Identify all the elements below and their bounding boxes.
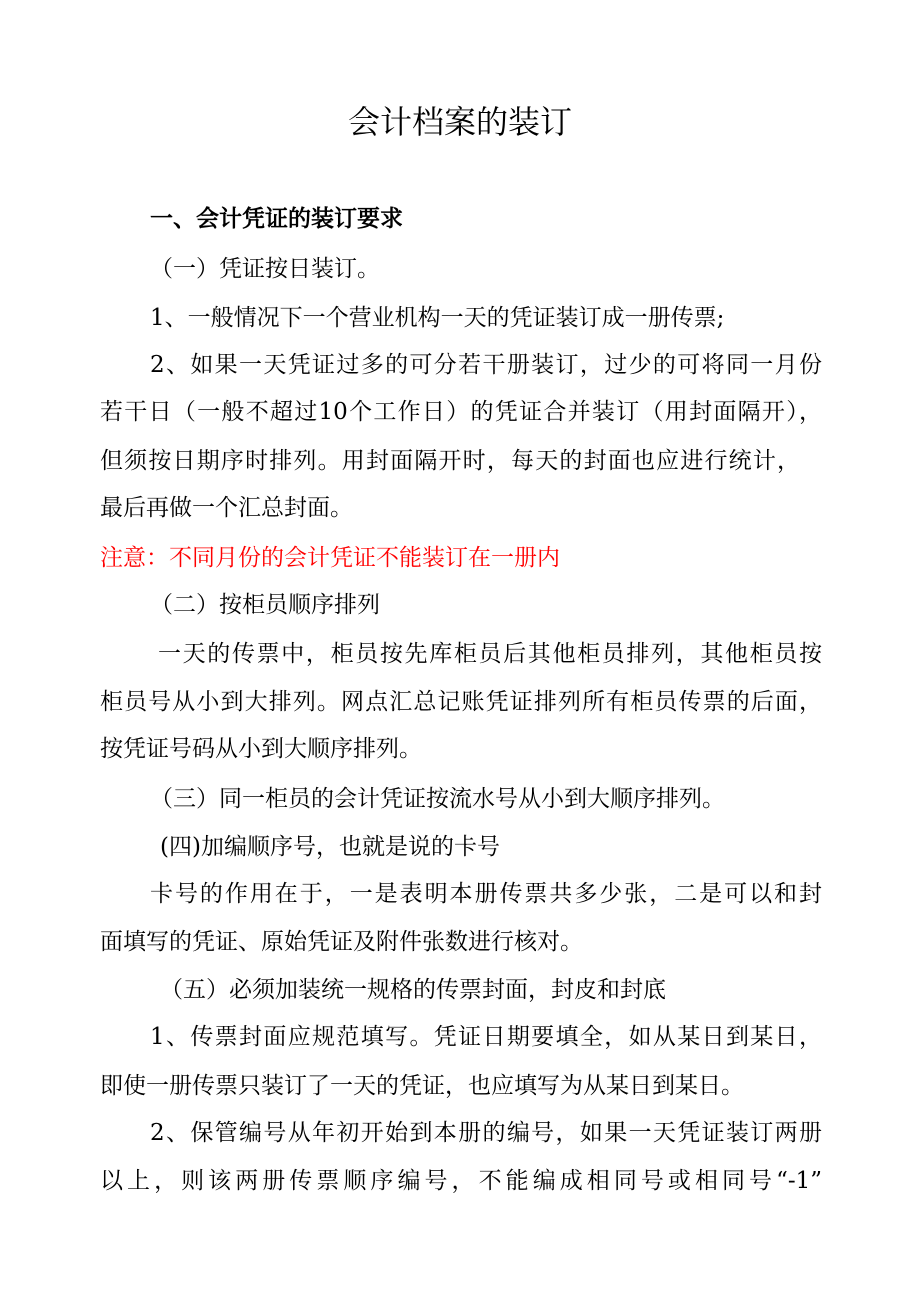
sub5-item2-line1: 2、保管编号从年初开始到本册的编号，如果一天凭证装订两册 [150, 1120, 822, 1146]
sub3-title: （三）同一柜员的会计凭证按流水号从小到大顺序排列。 [150, 786, 725, 812]
sub4-title: (四)加编顺序号，也就是说的卡号 [160, 834, 500, 860]
sub1-item2-line3: 但须按日期序时排列。用封面隔开时，每天的封面也应进行统计， [100, 448, 800, 474]
sub2-line2: 柜员号从小到大排列。网点汇总记账凭证排列所有柜员传票的后面， [100, 689, 822, 715]
sub5-item1-line2: 即使一册传票只装订了一天的凭证，也应填写为从某日到某日。 [100, 1073, 744, 1099]
sub4-line1: 卡号的作用在于，一是表明本册传票共多少张，二是可以和封 [150, 881, 822, 907]
sub1-title: （一）凭证按日装订。 [150, 256, 380, 282]
sub5-title: （五）必须加装统一规格的传票封面，封皮和封底 [160, 977, 666, 1003]
sub1-item2-line2: 若干日（一般不超过10个工作日）的凭证合并装订（用封面隔开）， [100, 399, 822, 425]
sub5-item2-line2: 以上，则该两册传票顺序编号，不能编成相同号或相同号“-1” [100, 1168, 822, 1194]
sub1-item2-line4: 最后再做一个汇总封面。 [100, 495, 353, 521]
sub2-line1: 一天的传票中，柜员按先库柜员后其他柜员排列，其他柜员按 [158, 641, 822, 667]
sub2-title: （二）按柜员顺序排列 [150, 592, 380, 618]
sub2-line3: 按凭证号码从小到大顺序排列。 [100, 736, 422, 762]
section-heading: 一、会计凭证的装订要求 [150, 206, 403, 232]
sub5-item1-line1: 1、传票封面应规范填写。凭证日期要填全，如从某日到某日， [150, 1024, 822, 1050]
document-title: 会计档案的装订 [347, 103, 572, 141]
sub1-item1: 1、一般情况下一个营业机构一天的凭证装订成一册传票; [150, 305, 725, 331]
sub4-line2: 面填写的凭证、原始凭证及附件张数进行核对。 [100, 929, 583, 955]
sub1-item2-line1: 2、如果一天凭证过多的可分若干册装订，过少的可将同一月份 [150, 352, 822, 378]
note-text: 注意：不同月份的会计凭证不能装订在一册内 [100, 545, 560, 571]
